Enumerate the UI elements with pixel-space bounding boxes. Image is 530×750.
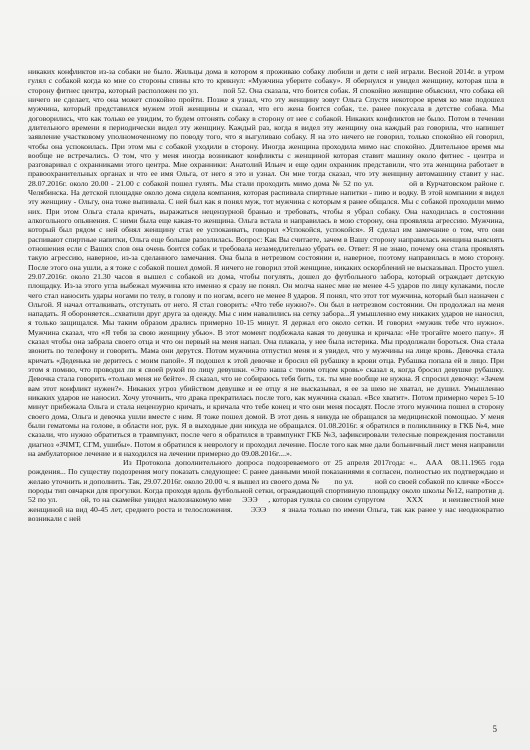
document-body [28, 67, 504, 523]
testimony-paragraph: никаких конфликтов из-за собаки не было. Жильцы дома в котором я проживаю собаку любили и дети с ней играли. Весной 2014г. в утром гулял с собакой когда ко мне со стороны спины кто то крикнул: «Мужчина уберите собаку». Я обернулся и увидел женщину, которая шла в сторону фитнес центра, который расположен по ул. пой 52. Она сказала, что боится собак. Я спокойно женщине объяснил, что собака ей ничего не сделает, что она может спокойно пройти. Позже я узнал, что эту женщину зовут Ольга Спустя некоторое время ко мне подошел мужчина, который представился мужем этой женщины и сказал, что его жена боится собак, т.е. ранее покусала в детстве собака. Мы договорились, что как только ее увидим, то будем отгонять собаку в сторону от нее с собакой. Никаких конфликтов не было. Потом в течении длительного времени я периодически видел эту женщину. Каждый раз, когда я видел эту женщину она каждый раз говорила, что напишет заявление участковому уполномоченному по поводу того, что я выгуливаю собаку. Я на это ничего не говорил, только спокойно ей говорил, чтобы она успокоилась. При этом мы с собакой уходили в сторону. Иногда женщина проходила мимо нас спокойно. Длительное время мы вообще не встречались. О том, что у меня иногда возникают конфликты с женщиной которая ставит машину около фитнес - центра и разговаривал с охранниками этого центра. Мне охранники: Анатолий Ильич и еще один охранник представили, что эта женщина работает в правоохранительных органах и что ее имя Ольга, от него я это и узнал. Он мне тогда сказал, что эту женщину автомашину ставит у нас. 28.07.2016г. около 20.00 - 21.00 с собакой пошел гулять. Мы стали проходить мимо дома № 52 по ул. ой в Курчатовском районе г. Челябинска. На детской площадке около дома сидела компания, которая распивала спиртные напитки - пиво и водку. В этой компании я видел эту женщину - Ольгу, она тоже выпивала. С ней был как я понял муж, тот мужчина с которым я ранее общался. Мы с собакой проходили мимо них. При этом Ольга стала кричать, выражаться нецензурной бранью и требовать, чтобы я убрал собаку. Она находилась в состоянии алкогольного опьянения. С ними была еще какая-то женщина. Ольга встала и направилась в мою сторону, она проявляла агрессию. Мужчина, который был рядом с ней обнял женщину стал ее успокаивать, говорил «Успокойся, успокойся». Я сделал им замечание о том, что они распивают спиртные напитки, Ольга еще больше разозлилась. Вопрос: Как Вы считаете, зачем в Вашу сторону направилась женщина выяснять отношения если с Ваших слов она очень боится собак и требовала незамедлительно убрать ее. Ответ: Я не знаю, почему она стала проявлять такую агрессию, наверное, из-за сделанного замечания. Она была в нетрезвом состоянии и, наверное, поэтому направилась в мою сторону. После этого она ушли, а я тоже с собакой пошел домой. Я ничего не говорил этой женщине, никаких оскорблений не высказывал. Просто ушел. 29.07.2016г. около 21.30 часов я вышел с собакой из дома, чтобы погулять, дошел до футбольного забора, который ограждает детскую площадку. Из-за этого угла выбежал мужчина кто именно я сразу не понял. Он молча нанес мне не менее 4-5 ударов по лицу кулаками, после чего стал наносить удары ногами по телу, в голову и по ногам, всего не менее 8 ударов. Я понял, что этот тот мужчина, который был назначен с Ольгой. Я начал отталкивать, отступать от него. Я стал говорить: «Что тебе нужно?». Он был в нетрезвом состоянии. Он продолжал на меня нападать. Я обороняется...схватили друг друга за одежду. Мы с ним навалились на сетку забора...Я умышленно ему никаких ударов не наносил, я только защищался. Мы таким образом дрались примерно 10-15 минут. Я держал его около сетки. И говорил «мужик тебе что нужно». Мужчина сказал, что «Я тебя за свою женщину убью». В этот момент подбежала какая то девушка и кричала: «Не трогайте моего папу». Я сказал чтобы она забрала своего отца и что он первый на меня напал. Она плакала, у нее была истерика. Мы продолжали бороться. Она стала звонить по телефону и говорить. Мама они дерутся. Потом мужчина отпустил меня и я увидел, что у мужчины на лице кровь. Девочка стала кричать «Деденька не деритесь с моим папой». Я подошел к этой девочке и бросил ей рубашку в крови отца. Рубашка попала ей в лицо. При этом я помню, что проводил ли я своей рукой по лицу девушки. «Это наша с твоим отцом кровь» сказал я, когда бросил девушке рубашку. Девочка стала говорить «только меня не бейте». Я сказал, что не собираюсь тебя бить, т.к. ты мне вообще не нужна. Я спросил девочку: «Зачем вам этот конфликт нужен?». Никаких угроз убийством девушке и ее отцу я не высказывал, я ее за шею не хватал, не душил. Умышленно никаких ударов не наносил. Хочу уточнить, что драка прекратилась после того, как мужчина сказал. «Все хватит». Потом примерно через 5-10 минут прибежала Ольга и стала нецензурно кричать, и кричала что тебе конец и что они меня посадят. После этого мужчина пошел в сторону своего дома, Ольга и девочка ушли вместе с ним. Я тоже пошел домой. В этот день я никуда не обращался за медицинской помощью. У меня были гематомы на голове, в области ног, рук. Я в выходные дни никуда не обращался. 01.08.2016г. я обратился в поликлинику в ГКБ №4, мне сказали, что нужно обратиться в травмпункт, после чего я обратился в травмпункт ГКБ №3, зафиксировали телесные повреждения поставили диагноз «ЗЧМТ, СГМ, ушибы». Потом я обратился к неврологу и проходил лечение. После того как мне дали больничный лист меня направили на амбулаторное лечение и я находился на лечении примерно до 09.08.2016г....». [28, 67, 506, 458]
page-number: 5 [492, 724, 497, 734]
protocol-paragraph: Из Протокола дополнительного допроса подозреваемого от 25 апреля 2017года: «.. ААА 08.11.1965 года рождения... По существу подозрения могу показать следующее: С ранее данными мной показаниями я согласен, полностью их подтверждаю и желаю уточнить и дополнить. Так, 29.07.2016г. около 20.00 ч. я вышел из своего дома № по ул. ной со своей собакой по кличке «Босс» породы тип овчарки для прогулки. Когда проходя вдоль футбольной сетки, ограждающей спортивную площадку около школы №12, напротив д. 52 по ул. ой, то на скамейке увидел малознакомую мне ЭЭЭ , которая гуляла со своим супругом XXX и неизвестной мне женщиной на вид 40-45 лет, среднего роста и телосложения. ЭЭЭ я знала только по имени Ольга, так как ранее у нас неоднократно возникали с ней [28, 458, 506, 523]
